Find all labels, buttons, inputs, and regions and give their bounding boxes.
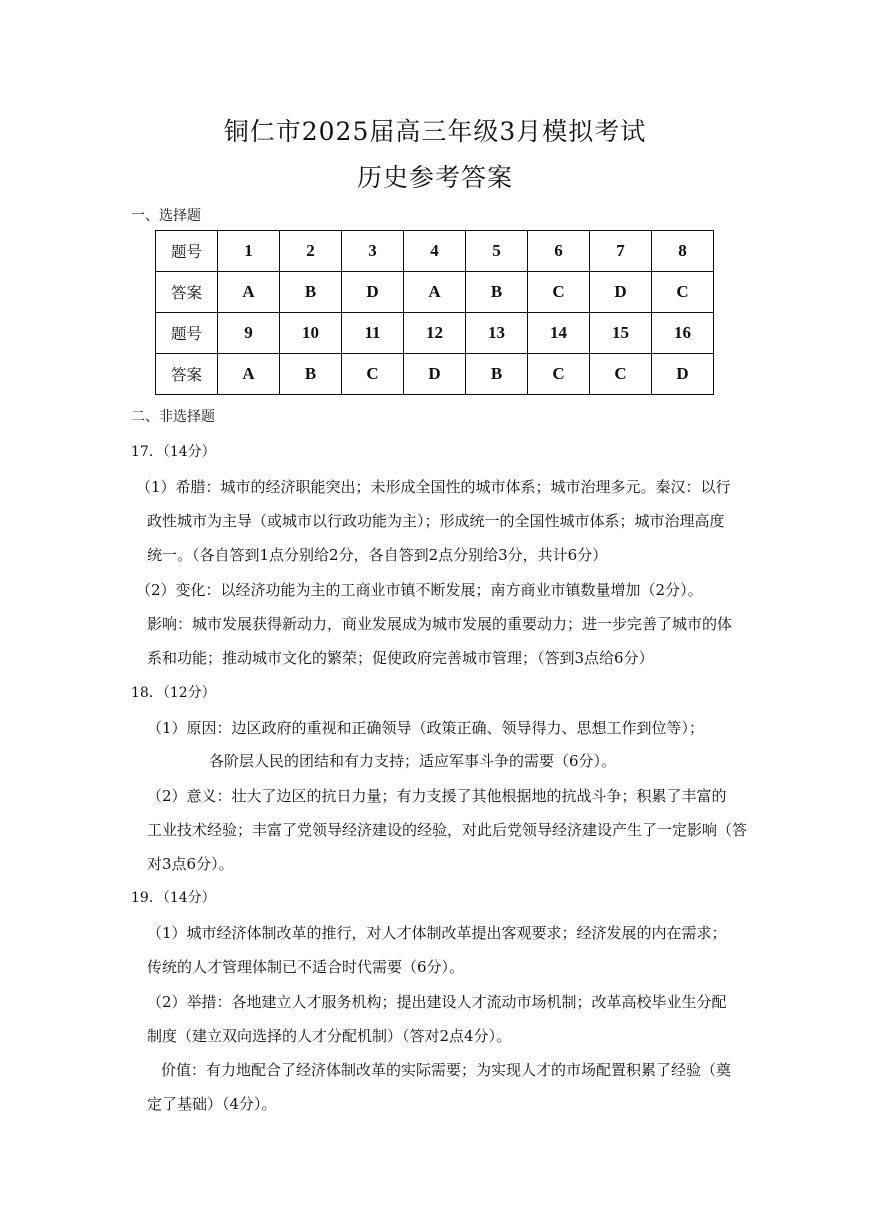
- answer-table-cell: C: [342, 354, 404, 395]
- answer-table-cell: C: [590, 354, 652, 395]
- answer-table-row: [156, 231, 714, 272]
- answer-table-cell: D: [404, 354, 466, 395]
- answer-table-cell: 6: [528, 231, 590, 272]
- q17-line: （1）希腊：城市的经济职能突出；未形成全国性的城市体系；城市治理多元。秦汉：以行: [136, 478, 731, 496]
- q17-header: 17．（14分）: [131, 444, 216, 460]
- answer-table-cell: B: [466, 272, 528, 313]
- exam-title: 铜仁市2025届高三年级3月模拟考试: [223, 117, 647, 146]
- q17-line: （2）变化：以经济功能为主的工商业市镇不断发展；南方商业市镇数量增加（2分）。: [136, 581, 703, 599]
- answer-table-cell: 8: [652, 231, 714, 272]
- answer-table-cell: 11: [342, 313, 404, 354]
- q18-line: 工业技术经验；丰富了党领导经济建设的经验，对此后党领导经济建设产生了一定影响（答: [147, 821, 748, 839]
- answer-table-cell: 14: [528, 313, 590, 354]
- subject-title: 历史参考答案: [356, 163, 513, 192]
- q19-line: （1）城市经济体制改革的推行，对人才体制改革提出客观要求；经济发展的内在需求；: [147, 924, 727, 942]
- q19-line: （2）举措：各地建立人才服务机构；提出建设人才流动市场机制；改革高校毕业生分配: [147, 993, 727, 1011]
- answer-table-row-label: 题号: [156, 313, 218, 354]
- q19-line: 制度（建立双向选择的人才分配机制）（答对2点4分）。: [147, 1027, 512, 1045]
- answer-table-cell: 9: [218, 313, 280, 354]
- q18-line: 对3点6分）。: [147, 855, 234, 873]
- q18-header: 18．（12分）: [131, 685, 216, 701]
- answer-table-cell: 10: [280, 313, 342, 354]
- answer-table-cell: B: [280, 354, 342, 395]
- answer-table-cell: 2: [280, 231, 342, 272]
- answer-table-cell: A: [404, 272, 466, 313]
- answer-table-cell: D: [590, 272, 652, 313]
- answer-table-cell: D: [652, 354, 714, 395]
- answer-table-cell: 13: [466, 313, 528, 354]
- section-multiple-choice-heading: 一、选择题: [131, 208, 201, 224]
- answer-table-cell: 5: [466, 231, 528, 272]
- answer-table-cell: A: [218, 272, 280, 313]
- q19-line: 传统的人才管理体制已不适合时代需要（6分）。: [147, 958, 465, 976]
- answer-table-cell: C: [528, 272, 590, 313]
- answer-table-cell: A: [218, 354, 280, 395]
- q18-line: （2）意义：壮大了边区的抗日力量；有力支援了其他根据地的抗战斗争；积累了丰富的: [147, 787, 727, 805]
- q18-line: （1）原因：边区政府的重视和正确领导（政策正确、领导得力、思想工作到位等）；: [147, 719, 705, 737]
- q18-line: 各阶层人民的团结和有力支持；适应军事斗争的需要（6分）。: [209, 752, 617, 770]
- q19-line: 价值：有力地配合了经济体制改革的实际需要；为实现人才的市场配置积累了经验（奠: [161, 1061, 732, 1079]
- answer-table-cell: 3: [342, 231, 404, 272]
- q19-header: 19．（14分）: [131, 890, 216, 906]
- answer-table-cell: 7: [590, 231, 652, 272]
- q19-line: 定了基础）（4分）。: [147, 1095, 277, 1113]
- answer-table-row-label: 答案: [156, 354, 218, 395]
- answer-table-cell: C: [652, 272, 714, 313]
- answer-table-row: [156, 354, 714, 395]
- answer-table-cell: B: [466, 354, 528, 395]
- answer-table-row: [156, 272, 714, 313]
- answer-table-cell: C: [528, 354, 590, 395]
- q17-line: 统一。（各自答到1点分别给2分，各自答到2点分别给3分，共计6分）: [147, 546, 608, 564]
- answer-table-cell: D: [342, 272, 404, 313]
- answer-table-cell: 1: [218, 231, 280, 272]
- section-non-choice-heading: 二、非选择题: [131, 409, 215, 425]
- answer-table: [155, 230, 714, 395]
- answer-table-cell: 16: [652, 313, 714, 354]
- answer-table-cell: 15: [590, 313, 652, 354]
- answer-table-cell: 12: [404, 313, 466, 354]
- answer-table-row-label: 题号: [156, 231, 218, 272]
- q17-line: 影响：城市发展获得新动力，商业发展成为城市发展的重要动力；进一步完善了城市的体: [147, 615, 733, 633]
- answer-table-cell: 4: [404, 231, 466, 272]
- answer-table-row: [156, 313, 714, 354]
- answer-table-row-label: 答案: [156, 272, 218, 313]
- answer-table-cell: B: [280, 272, 342, 313]
- q17-line: 系和功能；推动城市文化的繁荣；促使政府完善城市管理；（答到3点给6分）: [147, 649, 654, 667]
- q17-line: 政性城市为主导（或城市以行政功能为主）；形成统一的全国性城市体系；城市治理高度: [147, 512, 725, 530]
